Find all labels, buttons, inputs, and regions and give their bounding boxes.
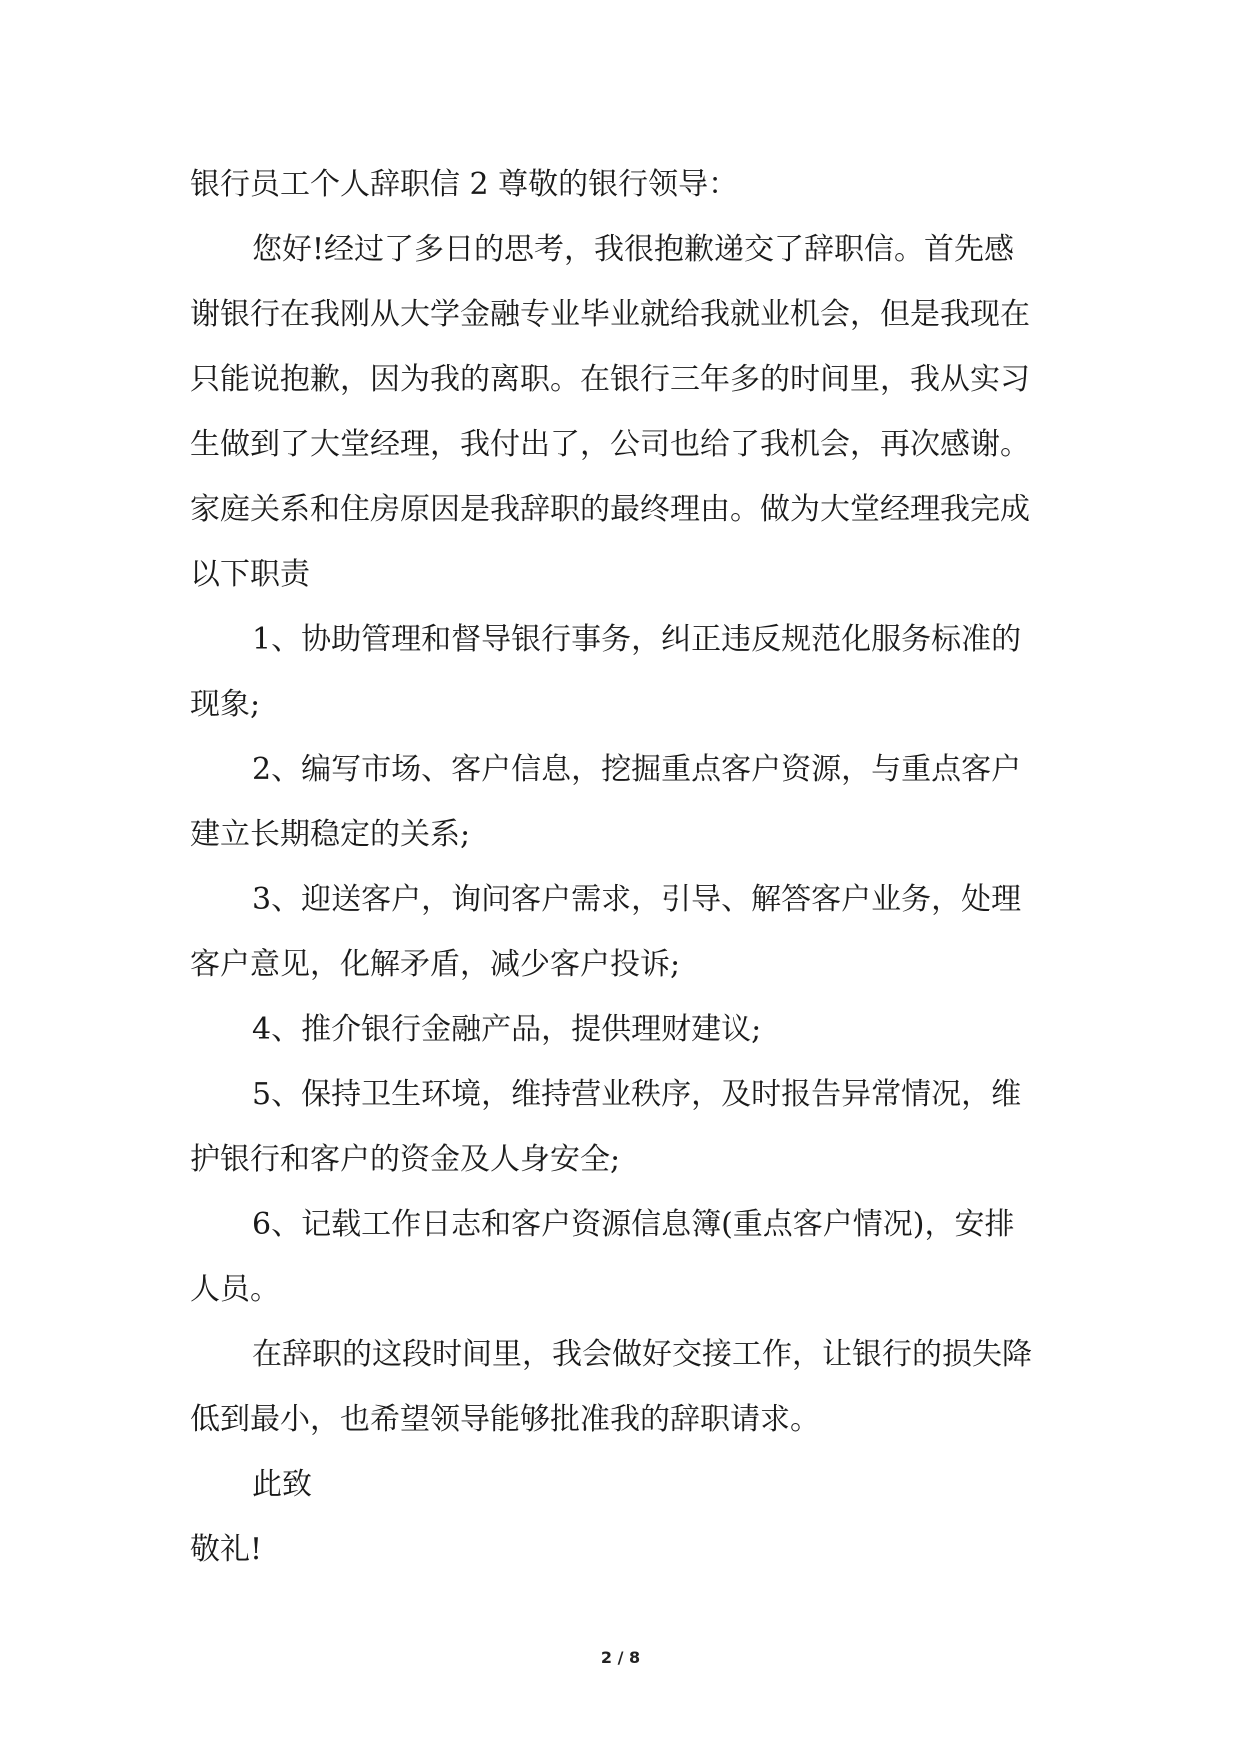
text-line: 客户意见，化解矛盾，减少客户投诉; [190,947,681,982]
text-line: 低到最小，也希望领导能够批准我的辞职请求。 [190,1402,820,1437]
duty-item-3: 3、迎送客户，询问客户需求，引导、解答客户业务，处理 [252,882,1022,917]
duty-item-6: 6、记载工作日志和客户资源信息簿(重点客户情况)，安排 [252,1207,1015,1242]
text-line: 只能说抱歉，因为我的离职。在银行三年多的时间里，我从实习 [190,362,1030,397]
text-line: 建立长期稳定的关系; [190,817,471,852]
letter-body [190,152,1060,1582]
text-line: 谢银行在我刚从大学金融专业毕业就给我就业机会，但是我现在 [190,297,1030,332]
salutation-jingli: 敬礼! [190,1532,263,1567]
page-number: 2 / 8 [600,1648,641,1667]
letter-title-line: 银行员工个人辞职信 2 尊敬的银行领导： [190,167,739,202]
duty-item-4: 4、推介银行金融产品，提供理财建议; [252,1012,762,1047]
text-line: 现象; [190,687,261,722]
text-line: 人员。 [190,1272,280,1307]
text-line: 护银行和客户的资金及人身安全; [190,1142,621,1177]
text-line: 生做到了大堂经理，我付出了，公司也给了我机会，再次感谢。 [190,427,1030,462]
salutation-cizhi: 此致 [252,1467,312,1502]
duty-item-1: 1、协助管理和督导银行事务，纠正违反规范化服务标准的 [252,622,1022,657]
duty-item-5: 5、保持卫生环境，维持营业秩序，及时报告异常情况，维 [252,1077,1022,1112]
duty-item-2: 2、编写市场、客户信息，挖掘重点客户资源，与重点客户 [252,752,1022,787]
text-line: 家庭关系和住房原因是我辞职的最终理由。做为大堂经理我完成 [190,492,1030,527]
text-line: 您好!经过了多日的思考，我很抱歉递交了辞职信。首先感 [252,232,1015,267]
closing-paragraph: 在辞职的这段时间里，我会做好交接工作，让银行的损失降 [252,1337,1032,1372]
text-line: 以下职责 [190,557,310,592]
